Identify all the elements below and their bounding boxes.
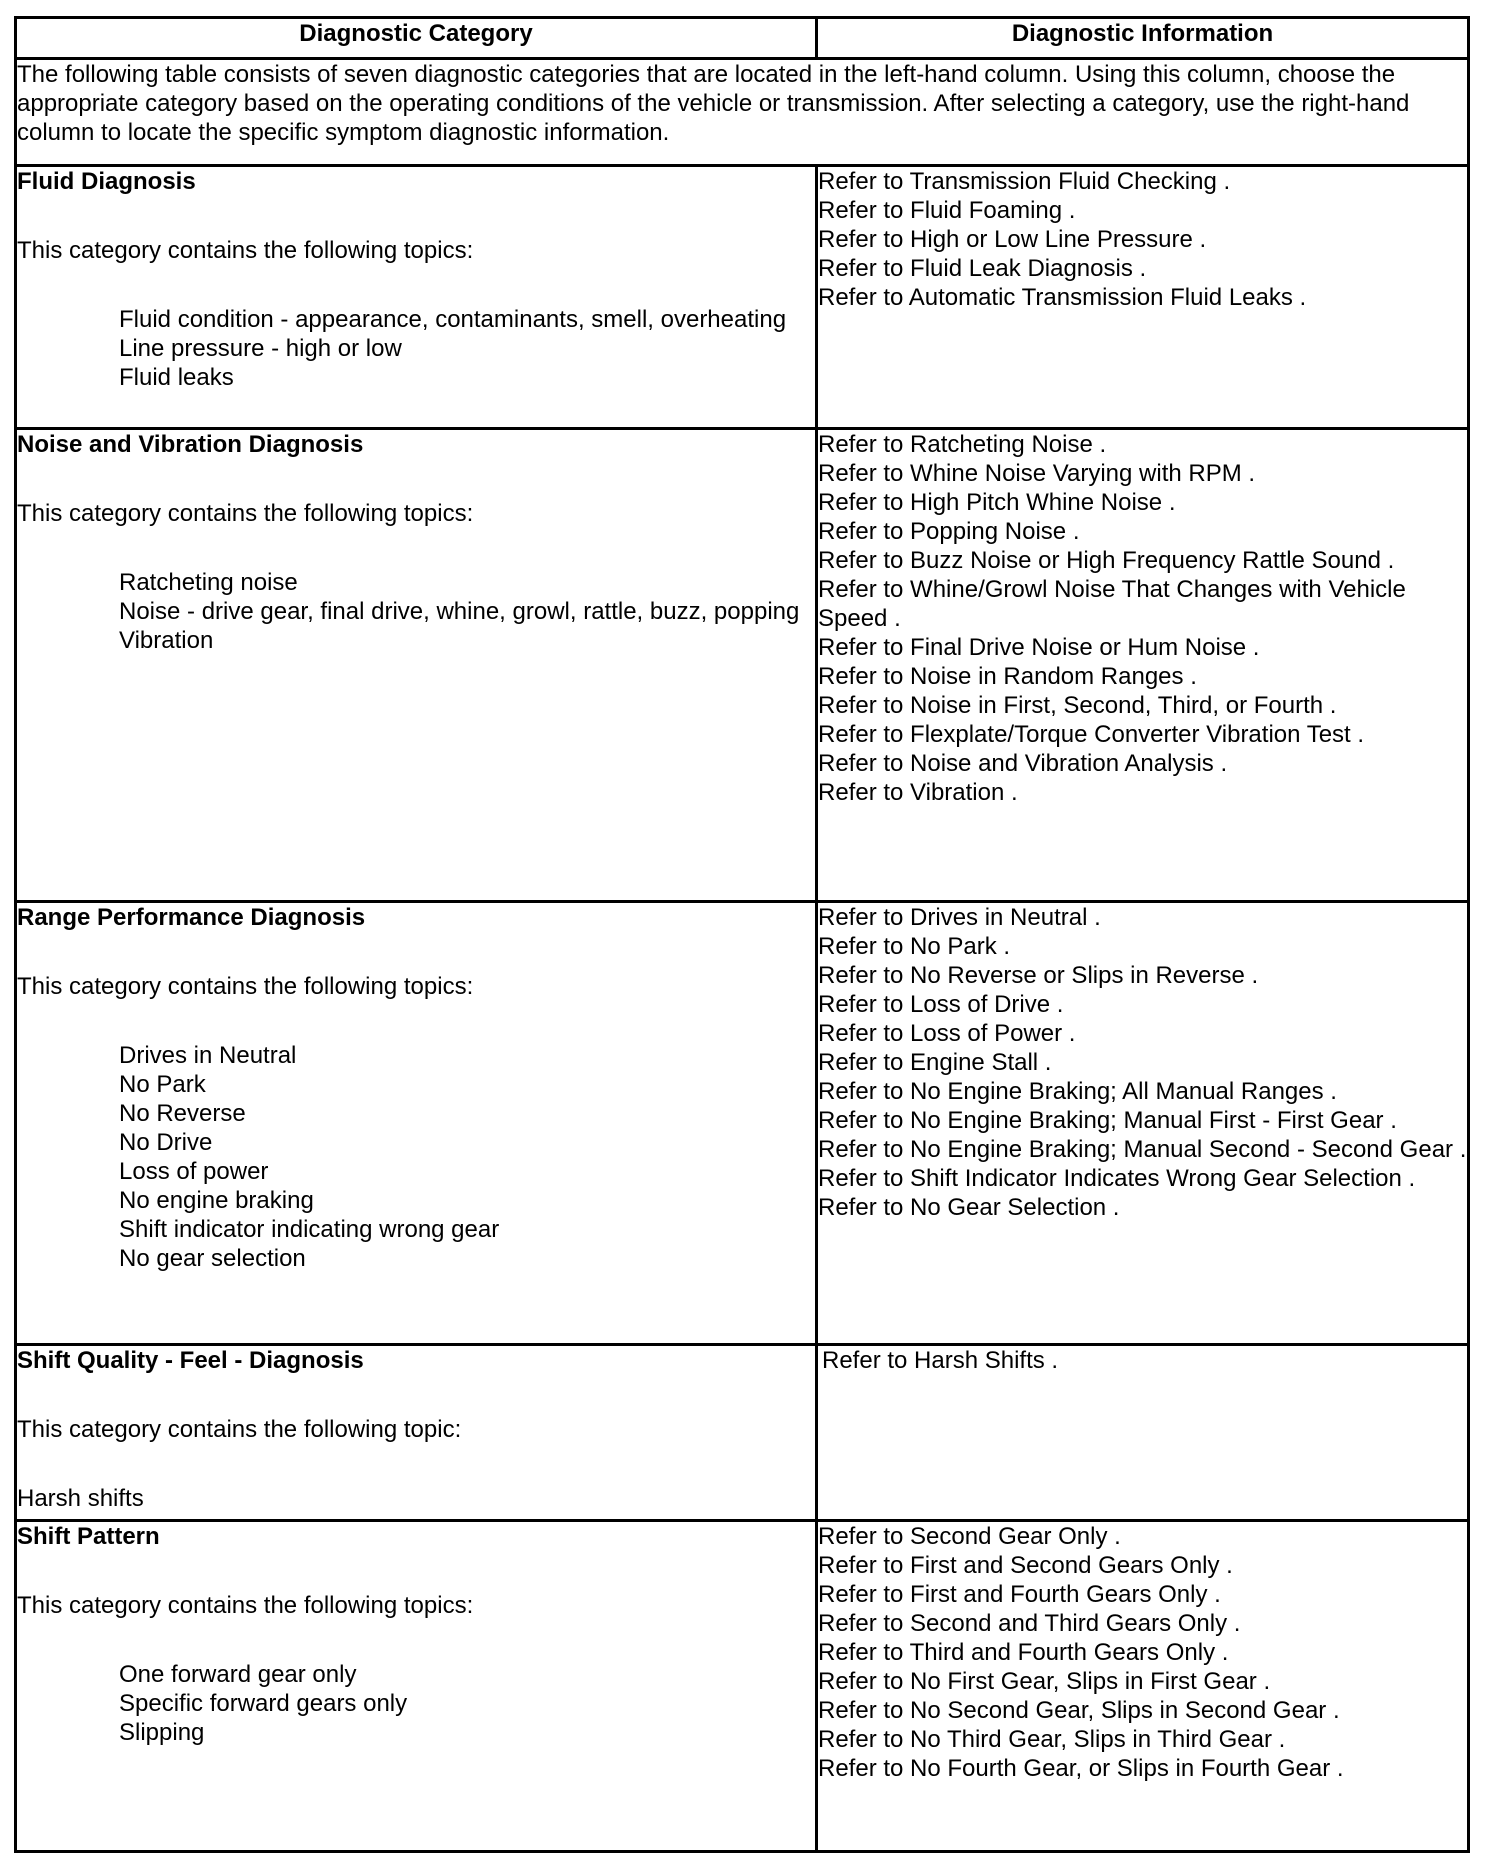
reference-link[interactable]: Refer to Second and Third Gears Only . <box>818 1610 1241 1637</box>
category-cell <box>16 1521 817 1852</box>
category-intro: This category contains the following topics: <box>17 500 474 527</box>
reference-link[interactable]: Refer to No Reverse or Slips in Reverse . <box>818 962 1259 989</box>
table-row <box>16 429 1469 902</box>
topic-item: Line pressure - high or low <box>119 335 402 362</box>
topic-list <box>17 1660 815 1747</box>
topic-item: Slipping <box>119 1719 205 1746</box>
reference-link[interactable]: Refer to Harsh Shifts . <box>822 1347 1059 1374</box>
intro-row <box>16 59 1469 166</box>
header-diagnostic-category: Diagnostic Category <box>16 18 817 59</box>
table-row <box>16 1345 1469 1521</box>
topic-item: Specific forward gears only <box>119 1690 408 1717</box>
category-intro: This category contains the following topics: <box>17 237 474 264</box>
topic-item: No Park <box>119 1071 206 1098</box>
reference-link[interactable]: Refer to Fluid Foaming . <box>818 197 1076 224</box>
topic-item: Drives in Neutral <box>119 1042 297 1069</box>
reference-link[interactable]: Refer to High or Low Line Pressure . <box>818 226 1207 253</box>
reference-link[interactable]: Refer to No Fourth Gear, or Slips in Fourth Gear . <box>818 1755 1344 1782</box>
reference-link[interactable]: Refer to Shift Indicator Indicates Wrong Gear Selection . <box>818 1165 1416 1192</box>
info-cell <box>817 1521 1469 1852</box>
category-title: Range Performance Diagnosis <box>17 904 366 931</box>
topic-item: Fluid leaks <box>119 364 234 391</box>
reference-link[interactable]: Refer to Final Drive Noise or Hum Noise . <box>818 634 1260 661</box>
info-cell <box>817 902 1469 1345</box>
header-row <box>16 18 1469 59</box>
reference-link[interactable]: Refer to High Pitch Whine Noise . <box>818 489 1176 516</box>
topic-item: No gear selection <box>119 1245 306 1272</box>
topic-item: Noise - drive gear, final drive, whine, growl, rattle, buzz, popping <box>119 598 800 625</box>
topic-item: Harsh shifts <box>17 1485 144 1512</box>
reference-link[interactable]: Refer to Popping Noise . <box>818 518 1080 545</box>
topic-item: No engine braking <box>119 1187 314 1214</box>
reference-link[interactable]: Refer to Ratcheting Noise . <box>818 431 1107 458</box>
table-row <box>16 1521 1469 1852</box>
reference-link[interactable]: Refer to Loss of Drive . <box>818 991 1064 1018</box>
reference-link[interactable]: Refer to First and Fourth Gears Only . <box>818 1581 1221 1608</box>
topic-list <box>17 305 815 392</box>
topic-item: No Reverse <box>119 1100 246 1127</box>
topic-item: No Drive <box>119 1129 213 1156</box>
reference-link[interactable]: Refer to Noise in First, Second, Third, or Fourth . <box>818 692 1337 719</box>
reference-link[interactable]: Refer to Whine Noise Varying with RPM . <box>818 460 1256 487</box>
reference-link[interactable]: Refer to Engine Stall . <box>818 1049 1052 1076</box>
topic-list <box>17 1484 815 1513</box>
reference-link[interactable]: Refer to No Engine Braking; Manual Second - Second Gear . <box>818 1136 1467 1163</box>
topic-item: Loss of power <box>119 1158 269 1185</box>
topic-list <box>17 1041 815 1273</box>
reference-link[interactable]: Refer to Transmission Fluid Checking . <box>818 168 1231 195</box>
table-row <box>16 166 1469 429</box>
reference-link[interactable]: Refer to Whine/Growl Noise That Changes with Vehicle Speed . <box>818 576 1406 632</box>
topic-item: Ratcheting noise <box>119 569 298 596</box>
reference-link[interactable]: Refer to Fluid Leak Diagnosis . <box>818 255 1147 282</box>
header-diagnostic-information: Diagnostic Information <box>817 18 1469 59</box>
topic-item: Vibration <box>119 627 214 654</box>
category-cell <box>16 902 817 1345</box>
diagnostic-table <box>14 16 1470 1853</box>
category-title: Shift Quality - Feel - Diagnosis <box>17 1347 364 1374</box>
reference-link[interactable]: Refer to Vibration . <box>818 779 1018 806</box>
intro-text: The following table consists of seven diagnostic categories that are located in the left-hand column. Using this column, choose the appropriate category based on the operating conditions of the vehicle or transmission. After selecting a category, use the right-hand column to locate the specific symptom diagnostic information. <box>16 59 1469 166</box>
category-title: Noise and Vibration Diagnosis <box>17 431 364 458</box>
category-title: Fluid Diagnosis <box>17 168 196 195</box>
reference-link[interactable]: Refer to Loss of Power . <box>818 1020 1076 1047</box>
reference-link[interactable]: Refer to No First Gear, Slips in First Gear . <box>818 1668 1271 1695</box>
reference-link[interactable]: Refer to No Second Gear, Slips in Second Gear . <box>818 1697 1340 1724</box>
table-row <box>16 902 1469 1345</box>
reference-link[interactable]: Refer to No Gear Selection . <box>818 1194 1120 1221</box>
info-cell <box>817 166 1469 429</box>
topic-item: Fluid condition - appearance, contaminants, smell, overheating <box>119 306 787 333</box>
info-cell <box>817 1345 1469 1521</box>
reference-link[interactable]: Refer to Second Gear Only . <box>818 1523 1121 1550</box>
category-cell <box>16 166 817 429</box>
reference-link[interactable]: Refer to No Park . <box>818 933 1011 960</box>
reference-link[interactable]: Refer to No Engine Braking; All Manual Ranges . <box>818 1078 1337 1105</box>
reference-link[interactable]: Refer to No Engine Braking; Manual First - First Gear . <box>818 1107 1397 1134</box>
reference-link[interactable]: Refer to Third and Fourth Gears Only . <box>818 1639 1229 1666</box>
category-intro: This category contains the following topics: <box>17 973 474 1000</box>
reference-link[interactable]: Refer to First and Second Gears Only . <box>818 1552 1233 1579</box>
category-intro: This category contains the following topic: <box>17 1416 462 1443</box>
category-cell <box>16 1345 817 1521</box>
info-cell <box>817 429 1469 902</box>
topic-item: Shift indicator indicating wrong gear <box>119 1216 500 1243</box>
reference-link[interactable]: Refer to Noise and Vibration Analysis . <box>818 750 1228 777</box>
reference-link[interactable]: Refer to Automatic Transmission Fluid Leaks . <box>818 284 1307 311</box>
reference-link[interactable]: Refer to Buzz Noise or High Frequency Rattle Sound . <box>818 547 1395 574</box>
category-intro: This category contains the following topics: <box>17 1592 474 1619</box>
category-cell <box>16 429 817 902</box>
category-title: Shift Pattern <box>17 1523 160 1550</box>
topic-list <box>17 568 815 655</box>
reference-link[interactable]: Refer to Drives in Neutral . <box>818 904 1101 931</box>
reference-link[interactable]: Refer to Flexplate/Torque Converter Vibration Test . <box>818 721 1365 748</box>
reference-link[interactable]: Refer to Noise in Random Ranges . <box>818 663 1197 690</box>
topic-item: One forward gear only <box>119 1661 357 1688</box>
reference-link[interactable]: Refer to No Third Gear, Slips in Third Gear . <box>818 1726 1286 1753</box>
